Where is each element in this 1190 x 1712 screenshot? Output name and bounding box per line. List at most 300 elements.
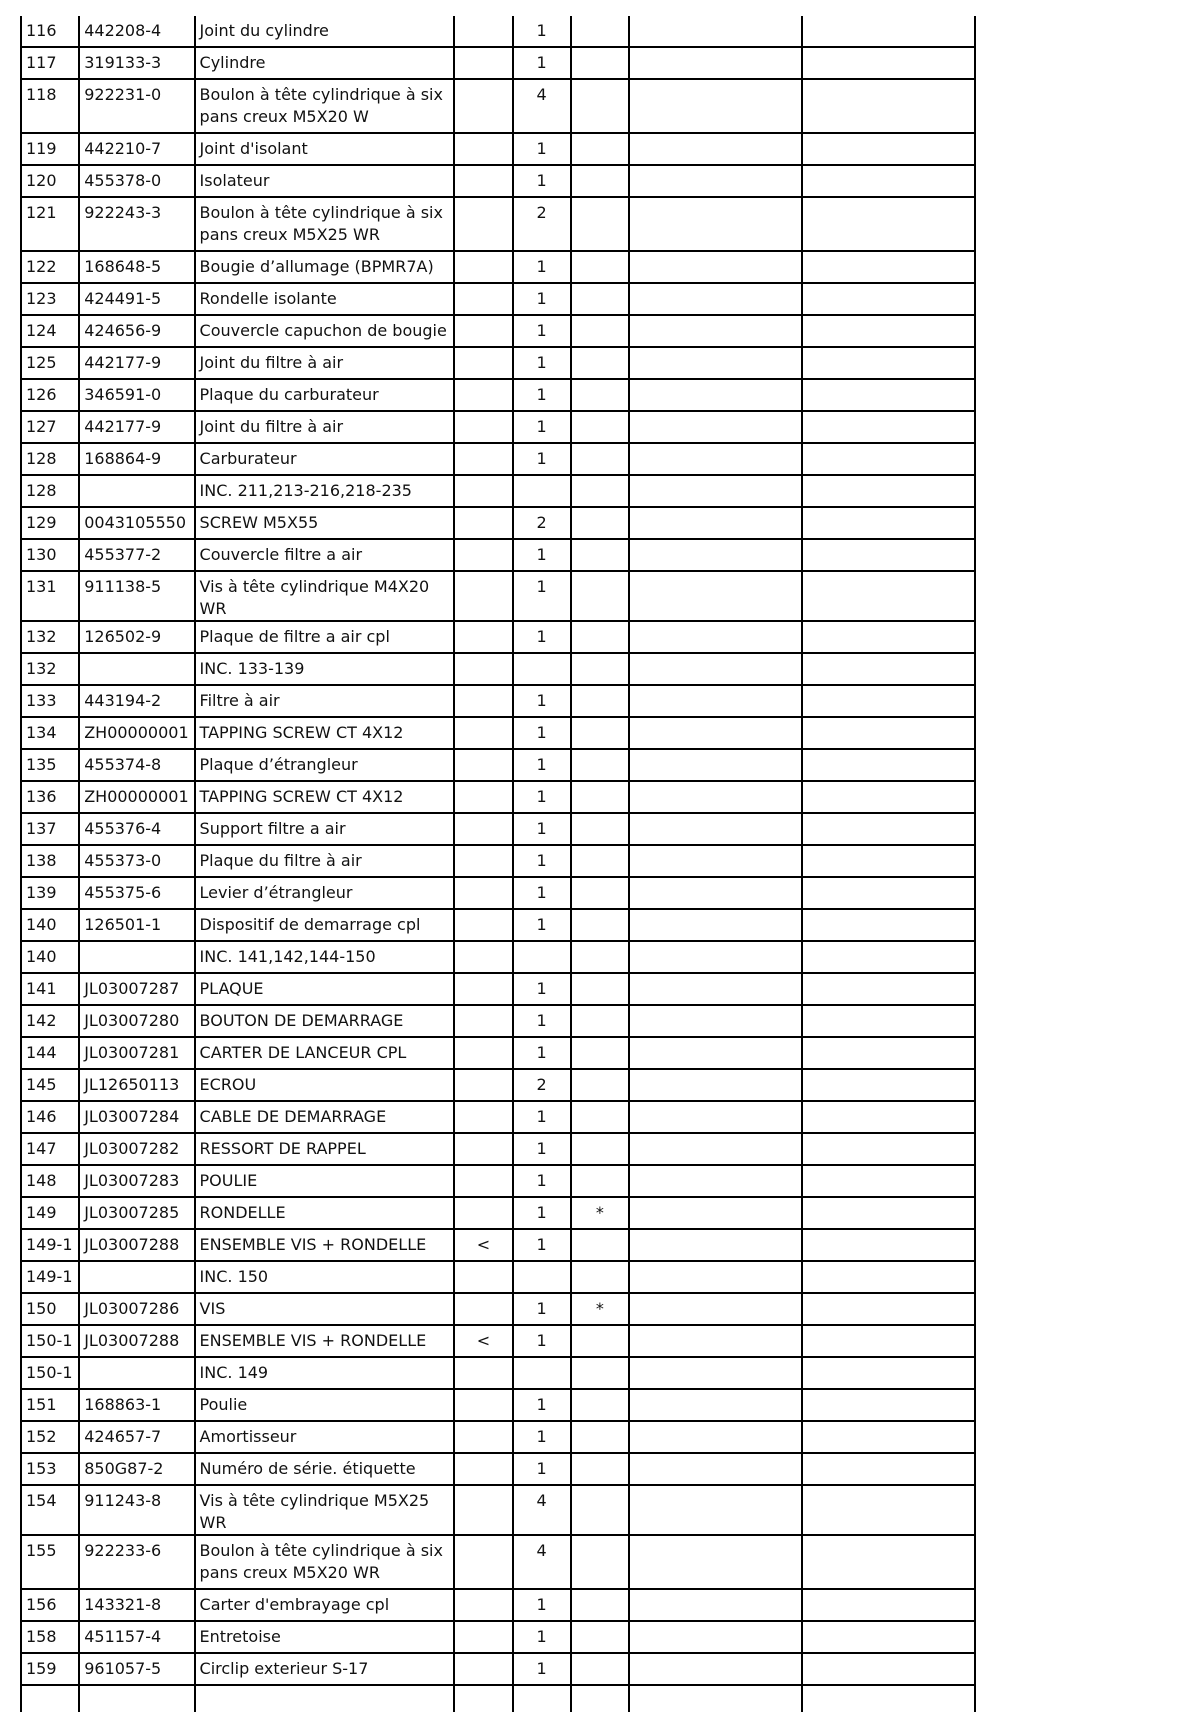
description-cell: Couvercle capuchon de bougie [195, 315, 455, 347]
part-number-cell: 442210-7 [79, 133, 194, 165]
table-row [21, 1229, 975, 1261]
empty-cell [802, 1325, 975, 1357]
note-cell [571, 941, 629, 973]
description-cell: Plaque du carburateur [195, 379, 455, 411]
empty-cell [629, 877, 803, 909]
substitution-cell: < [454, 1325, 512, 1357]
note-cell [571, 717, 629, 749]
part-number-cell: 126501-1 [79, 909, 194, 941]
empty-cell [802, 1453, 975, 1485]
ref-number-cell: 129 [21, 507, 79, 539]
empty-cell [802, 621, 975, 653]
empty-cell [629, 443, 803, 475]
part-number-cell: 168864-9 [79, 443, 194, 475]
substitution-cell [454, 47, 512, 79]
description-cell: Boulon à tête cylindrique à six pans creux M5X25 WR [195, 197, 455, 251]
substitution-cell [454, 973, 512, 1005]
part-number-cell [79, 1357, 194, 1389]
quantity-cell: 1 [513, 1197, 571, 1229]
empty-cell [629, 283, 803, 315]
part-number-cell: 424657-7 [79, 1421, 194, 1453]
note-cell [571, 16, 629, 47]
note-cell: * [571, 1293, 629, 1325]
ref-number-cell: 121 [21, 197, 79, 251]
description-cell: RESSORT DE RAPPEL [195, 1133, 455, 1165]
part-number-cell: 451157-4 [79, 1621, 194, 1653]
ref-number-cell: 149 [21, 1197, 79, 1229]
parts-table-body [21, 16, 975, 1712]
table-row [21, 315, 975, 347]
quantity-cell: 1 [513, 443, 571, 475]
note-cell [571, 443, 629, 475]
note-cell [571, 1589, 629, 1621]
part-number-cell: 442208-4 [79, 16, 194, 47]
empty-cell [802, 475, 975, 507]
empty-cell [629, 133, 803, 165]
quantity-cell [513, 653, 571, 685]
substitution-cell [454, 539, 512, 571]
part-number-cell: JL03007282 [79, 1133, 194, 1165]
part-number-cell: 442177-9 [79, 411, 194, 443]
description-cell: Vis à tête cylindrique M4X20 WR [195, 571, 455, 621]
substitution-cell [454, 717, 512, 749]
empty-cell [629, 781, 803, 813]
substitution-cell: < [454, 1229, 512, 1261]
description-cell: TAPPING SCREW CT 4X12 [195, 781, 455, 813]
empty-cell [802, 16, 975, 47]
part-number-cell [79, 653, 194, 685]
description-cell: Plaque d’étrangleur [195, 749, 455, 781]
empty-cell [629, 1037, 803, 1069]
part-number-cell: 168648-5 [79, 251, 194, 283]
table-row [21, 1069, 975, 1101]
empty-cell [629, 1197, 803, 1229]
substitution-cell [454, 251, 512, 283]
substitution-cell [454, 16, 512, 47]
empty-cell [802, 1229, 975, 1261]
table-row [21, 197, 975, 251]
note-cell [571, 251, 629, 283]
description-cell: Vis à tête cylindrique M5X25 WR [195, 1485, 455, 1535]
quantity-cell: 1 [513, 1421, 571, 1453]
empty-cell [802, 781, 975, 813]
quantity-cell: 1 [513, 411, 571, 443]
empty-cell [629, 973, 803, 1005]
description-cell: Joint du filtre à air [195, 411, 455, 443]
note-cell [571, 133, 629, 165]
empty-cell [802, 165, 975, 197]
empty-cell [629, 1229, 803, 1261]
empty-cell [802, 685, 975, 717]
ref-number-cell: 120 [21, 165, 79, 197]
part-number-cell: JL03007288 [79, 1325, 194, 1357]
empty-cell [629, 941, 803, 973]
part-number-cell: 455376-4 [79, 813, 194, 845]
empty-cell [629, 79, 803, 133]
quantity-cell: 1 [513, 539, 571, 571]
substitution-cell [454, 165, 512, 197]
note-cell [571, 571, 629, 621]
quantity-cell: 4 [513, 1485, 571, 1535]
description-cell: ECROU [195, 1069, 455, 1101]
ref-number-cell: 159 [21, 1653, 79, 1685]
substitution-cell [454, 1357, 512, 1389]
ref-number-cell: 132 [21, 621, 79, 653]
quantity-cell: 1 [513, 1453, 571, 1485]
empty-cell [629, 1589, 803, 1621]
ref-number-cell: 148 [21, 1165, 79, 1197]
empty-cell [629, 47, 803, 79]
ref-number-cell: 140 [21, 909, 79, 941]
part-number-cell: JL03007285 [79, 1197, 194, 1229]
substitution-cell [454, 1685, 512, 1712]
quantity-cell [513, 1685, 571, 1712]
part-number-cell: 455378-0 [79, 165, 194, 197]
quantity-cell: 1 [513, 813, 571, 845]
empty-cell [802, 1535, 975, 1589]
note-cell [571, 1101, 629, 1133]
quantity-cell: 1 [513, 1229, 571, 1261]
quantity-cell [513, 1357, 571, 1389]
ref-number-cell: 125 [21, 347, 79, 379]
empty-cell [802, 443, 975, 475]
part-number-cell: JL03007286 [79, 1293, 194, 1325]
substitution-cell [454, 1101, 512, 1133]
quantity-cell: 1 [513, 251, 571, 283]
substitution-cell [454, 379, 512, 411]
note-cell [571, 653, 629, 685]
table-row [21, 909, 975, 941]
ref-number-cell: 119 [21, 133, 79, 165]
description-cell: Carter d'embrayage cpl [195, 1589, 455, 1621]
part-number-cell: 424491-5 [79, 283, 194, 315]
substitution-cell [454, 1453, 512, 1485]
quantity-cell: 1 [513, 1653, 571, 1685]
quantity-cell [513, 941, 571, 973]
table-row [21, 16, 975, 47]
description-cell: INC. 149 [195, 1357, 455, 1389]
quantity-cell: 1 [513, 717, 571, 749]
empty-cell [629, 1325, 803, 1357]
note-cell [571, 1535, 629, 1589]
empty-cell [802, 133, 975, 165]
part-number-cell [79, 1685, 194, 1712]
ref-number-cell: 152 [21, 1421, 79, 1453]
quantity-cell [513, 475, 571, 507]
substitution-cell [454, 1293, 512, 1325]
part-number-cell: JL03007283 [79, 1165, 194, 1197]
empty-cell [802, 1421, 975, 1453]
part-number-cell: JL12650113 [79, 1069, 194, 1101]
ref-number-cell: 122 [21, 251, 79, 283]
quantity-cell: 1 [513, 379, 571, 411]
empty-cell [802, 283, 975, 315]
description-cell: Joint du filtre à air [195, 347, 455, 379]
empty-cell [802, 749, 975, 781]
table-row [21, 877, 975, 909]
quantity-cell: 1 [513, 1005, 571, 1037]
part-number-cell: 922243-3 [79, 197, 194, 251]
part-number-cell: JL03007281 [79, 1037, 194, 1069]
substitution-cell [454, 1421, 512, 1453]
description-cell: INC. 211,213-216,218-235 [195, 475, 455, 507]
empty-cell [629, 315, 803, 347]
description-cell: Carburateur [195, 443, 455, 475]
table-row [21, 251, 975, 283]
empty-cell [802, 1069, 975, 1101]
description-cell: Amortisseur [195, 1421, 455, 1453]
description-cell: Boulon à tête cylindrique à six pans creux M5X20 WR [195, 1535, 455, 1589]
empty-cell [629, 1685, 803, 1712]
empty-cell [629, 571, 803, 621]
description-cell: Joint d'isolant [195, 133, 455, 165]
description-cell: Entretoise [195, 1621, 455, 1653]
table-row [21, 571, 975, 621]
substitution-cell [454, 133, 512, 165]
empty-cell [802, 1389, 975, 1421]
empty-cell [629, 507, 803, 539]
quantity-cell: 2 [513, 507, 571, 539]
description-cell: INC. 150 [195, 1261, 455, 1293]
part-number-cell: 455377-2 [79, 539, 194, 571]
note-cell [571, 1389, 629, 1421]
empty-cell [629, 813, 803, 845]
empty-cell [629, 1485, 803, 1535]
ref-number-cell: 158 [21, 1621, 79, 1653]
ref-number-cell: 137 [21, 813, 79, 845]
empty-cell [802, 973, 975, 1005]
ref-number-cell: 144 [21, 1037, 79, 1069]
substitution-cell [454, 813, 512, 845]
note-cell [571, 1685, 629, 1712]
description-cell: Filtre à air [195, 685, 455, 717]
ref-number-cell: 145 [21, 1069, 79, 1101]
ref-number-cell: 126 [21, 379, 79, 411]
ref-number-cell: 123 [21, 283, 79, 315]
table-row [21, 685, 975, 717]
note-cell [571, 315, 629, 347]
empty-cell [802, 315, 975, 347]
empty-cell [629, 621, 803, 653]
description-cell: CARTER DE LANCEUR CPL [195, 1037, 455, 1069]
description-cell: POULIE [195, 1165, 455, 1197]
note-cell [571, 781, 629, 813]
table-row [21, 347, 975, 379]
substitution-cell [454, 347, 512, 379]
part-number-cell: JL03007287 [79, 973, 194, 1005]
part-number-cell: 346591-0 [79, 379, 194, 411]
note-cell [571, 621, 629, 653]
empty-cell [629, 1621, 803, 1653]
table-row [21, 845, 975, 877]
substitution-cell [454, 411, 512, 443]
part-number-cell [79, 475, 194, 507]
empty-cell [802, 47, 975, 79]
substitution-cell [454, 781, 512, 813]
ref-number-cell: 154 [21, 1485, 79, 1535]
description-cell [195, 1685, 455, 1712]
note-cell [571, 539, 629, 571]
ref-number-cell: 141 [21, 973, 79, 1005]
empty-cell [629, 1357, 803, 1389]
substitution-cell [454, 1165, 512, 1197]
description-cell: INC. 133-139 [195, 653, 455, 685]
table-row [21, 1589, 975, 1621]
ref-number-cell: 127 [21, 411, 79, 443]
empty-cell [629, 379, 803, 411]
empty-cell [629, 347, 803, 379]
quantity-cell: 1 [513, 1101, 571, 1133]
ref-number-cell: 149-1 [21, 1261, 79, 1293]
description-cell: BOUTON DE DEMARRAGE [195, 1005, 455, 1037]
quantity-cell: 1 [513, 685, 571, 717]
ref-number-cell: 124 [21, 315, 79, 347]
empty-cell [629, 1535, 803, 1589]
description-cell: SCREW M5X55 [195, 507, 455, 539]
table-row [21, 1165, 975, 1197]
description-cell: Plaque du filtre à air [195, 845, 455, 877]
substitution-cell [454, 1653, 512, 1685]
parts-table [20, 16, 976, 1712]
table-row [21, 1133, 975, 1165]
ref-number-cell [21, 1685, 79, 1712]
empty-cell [629, 475, 803, 507]
description-cell: Support filtre a air [195, 813, 455, 845]
empty-cell [802, 411, 975, 443]
description-cell: VIS [195, 1293, 455, 1325]
note-cell: * [571, 1197, 629, 1229]
empty-cell [629, 1653, 803, 1685]
empty-cell [802, 539, 975, 571]
quantity-cell: 1 [513, 283, 571, 315]
empty-cell [802, 1485, 975, 1535]
ref-number-cell: 142 [21, 1005, 79, 1037]
table-row [21, 1389, 975, 1421]
part-number-cell: 143321-8 [79, 1589, 194, 1621]
empty-cell [629, 165, 803, 197]
note-cell [571, 1005, 629, 1037]
note-cell [571, 1133, 629, 1165]
quantity-cell: 2 [513, 197, 571, 251]
note-cell [571, 1621, 629, 1653]
table-row [21, 475, 975, 507]
substitution-cell [454, 1197, 512, 1229]
substitution-cell [454, 1037, 512, 1069]
ref-number-cell: 130 [21, 539, 79, 571]
table-row [21, 507, 975, 539]
quantity-cell: 1 [513, 347, 571, 379]
part-number-cell: 455374-8 [79, 749, 194, 781]
note-cell [571, 507, 629, 539]
substitution-cell [454, 1261, 512, 1293]
empty-cell [629, 1421, 803, 1453]
table-row [21, 1621, 975, 1653]
part-number-cell: ZH00000001 [79, 717, 194, 749]
quantity-cell: 1 [513, 571, 571, 621]
part-number-cell: 424656-9 [79, 315, 194, 347]
empty-cell [629, 1165, 803, 1197]
part-number-cell: 850G87-2 [79, 1453, 194, 1485]
table-row [21, 653, 975, 685]
empty-cell [629, 1261, 803, 1293]
ref-number-cell: 118 [21, 79, 79, 133]
empty-cell [629, 1005, 803, 1037]
empty-cell [802, 347, 975, 379]
substitution-cell [454, 941, 512, 973]
part-number-cell: 911138-5 [79, 571, 194, 621]
part-number-cell: 911243-8 [79, 1485, 194, 1535]
table-row [21, 443, 975, 475]
note-cell [571, 79, 629, 133]
description-cell: PLAQUE [195, 973, 455, 1005]
table-row [21, 283, 975, 315]
note-cell [571, 1485, 629, 1535]
table-row [21, 133, 975, 165]
description-cell: RONDELLE [195, 1197, 455, 1229]
quantity-cell: 1 [513, 1133, 571, 1165]
part-number-cell: JL03007280 [79, 1005, 194, 1037]
ref-number-cell: 132 [21, 653, 79, 685]
empty-cell [629, 539, 803, 571]
quantity-cell: 1 [513, 973, 571, 1005]
part-number-cell [79, 941, 194, 973]
part-number-cell: 126502-9 [79, 621, 194, 653]
ref-number-cell: 150-1 [21, 1325, 79, 1357]
ref-number-cell: 128 [21, 443, 79, 475]
ref-number-cell: 150-1 [21, 1357, 79, 1389]
empty-cell [629, 685, 803, 717]
description-cell: Numéro de série. étiquette [195, 1453, 455, 1485]
ref-number-cell: 156 [21, 1589, 79, 1621]
empty-cell [629, 1101, 803, 1133]
note-cell [571, 685, 629, 717]
substitution-cell [454, 1621, 512, 1653]
ref-number-cell: 153 [21, 1453, 79, 1485]
table-row [21, 165, 975, 197]
description-cell: INC. 141,142,144-150 [195, 941, 455, 973]
note-cell [571, 379, 629, 411]
quantity-cell: 1 [513, 1293, 571, 1325]
empty-cell [802, 909, 975, 941]
description-cell: Rondelle isolante [195, 283, 455, 315]
substitution-cell [454, 571, 512, 621]
description-cell: TAPPING SCREW CT 4X12 [195, 717, 455, 749]
ref-number-cell: 146 [21, 1101, 79, 1133]
ref-number-cell: 136 [21, 781, 79, 813]
note-cell [571, 749, 629, 781]
substitution-cell [454, 749, 512, 781]
empty-cell [802, 1357, 975, 1389]
table-row [21, 379, 975, 411]
empty-cell [802, 1037, 975, 1069]
substitution-cell [454, 685, 512, 717]
quantity-cell: 1 [513, 133, 571, 165]
part-number-cell: 319133-3 [79, 47, 194, 79]
note-cell [571, 197, 629, 251]
quantity-cell: 1 [513, 1165, 571, 1197]
quantity-cell: 1 [513, 749, 571, 781]
table-row [21, 47, 975, 79]
ref-number-cell: 151 [21, 1389, 79, 1421]
quantity-cell: 1 [513, 621, 571, 653]
table-row [21, 1653, 975, 1685]
substitution-cell [454, 621, 512, 653]
table-row [21, 1453, 975, 1485]
substitution-cell [454, 1535, 512, 1589]
substitution-cell [454, 1005, 512, 1037]
quantity-cell: 4 [513, 1535, 571, 1589]
substitution-cell [454, 315, 512, 347]
